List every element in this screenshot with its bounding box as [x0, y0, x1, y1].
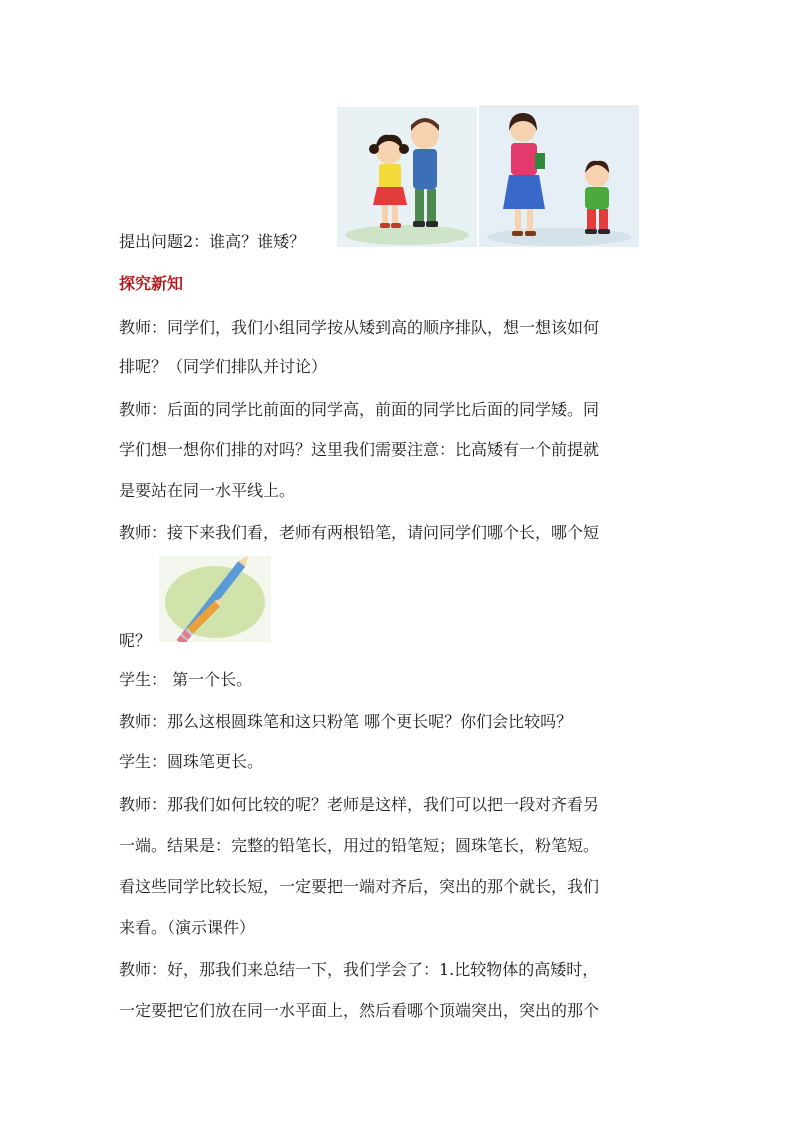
paragraph-7-line-2: 一端。结果是：完整的铅笔长，用过的铅笔短；圆珠笔长，粉笔短。 — [119, 836, 600, 855]
paragraph-1-line-2: 排呢？（同学们排队并讨论） — [119, 357, 328, 376]
paragraph-8-line-2: 一定要把它们放在同一水平面上，然后看哪个顶端突出，突出的那个 — [119, 1001, 600, 1020]
section-heading: 探究新知 — [119, 274, 184, 293]
pencils-illustration — [159, 556, 271, 642]
paragraph-7-line-4: 来看。（演示课件） — [119, 918, 256, 937]
teacher-student-illustration — [479, 105, 639, 247]
paragraph-2-line-3: 是要站在同一水平线上。 — [119, 481, 296, 500]
question-2: 提出问题2：谁高？谁矮？ — [119, 232, 306, 251]
paragraph-2-line-2: 学们想一想你们排的对吗？这里我们需要注意：比高矮有一个前提就 — [119, 440, 600, 459]
paragraph-3-line-2: 呢？ — [119, 631, 152, 650]
paragraph-8-line-1: 教师：好，那我们来总结一下，我们学会了：1.比较物体的高矮时， — [119, 960, 599, 979]
paragraph-7-line-1: 教师：那我们如何比较的呢？老师是这样，我们可以把一段对齐看另 — [119, 795, 600, 814]
paragraph-1-line-1: 教师：同学们，我们小组同学按从矮到高的顺序排队，想一想该如何 — [119, 318, 600, 337]
paragraph-2-line-1: 教师：后面的同学比前面的同学高，前面的同学比后面的同学矮。同 — [119, 400, 600, 419]
paragraph-3-line-1: 教师：接下来我们看，老师有两根铅笔，请问同学们哪个长，哪个短 — [119, 523, 600, 542]
paragraph-5: 教师：那么这根圆珠笔和这只粉笔 哪个更长呢？你们会比较吗？ — [119, 712, 573, 731]
paragraph-7-line-3: 看这些同学比较长短，一定要把一端对齐后，突出的那个就长，我们 — [119, 877, 600, 896]
paragraph-6: 学生：圆珠笔更长。 — [119, 752, 264, 771]
children-height-illustration — [337, 107, 477, 247]
paragraph-4: 学生： 第一个长。 — [119, 670, 253, 689]
